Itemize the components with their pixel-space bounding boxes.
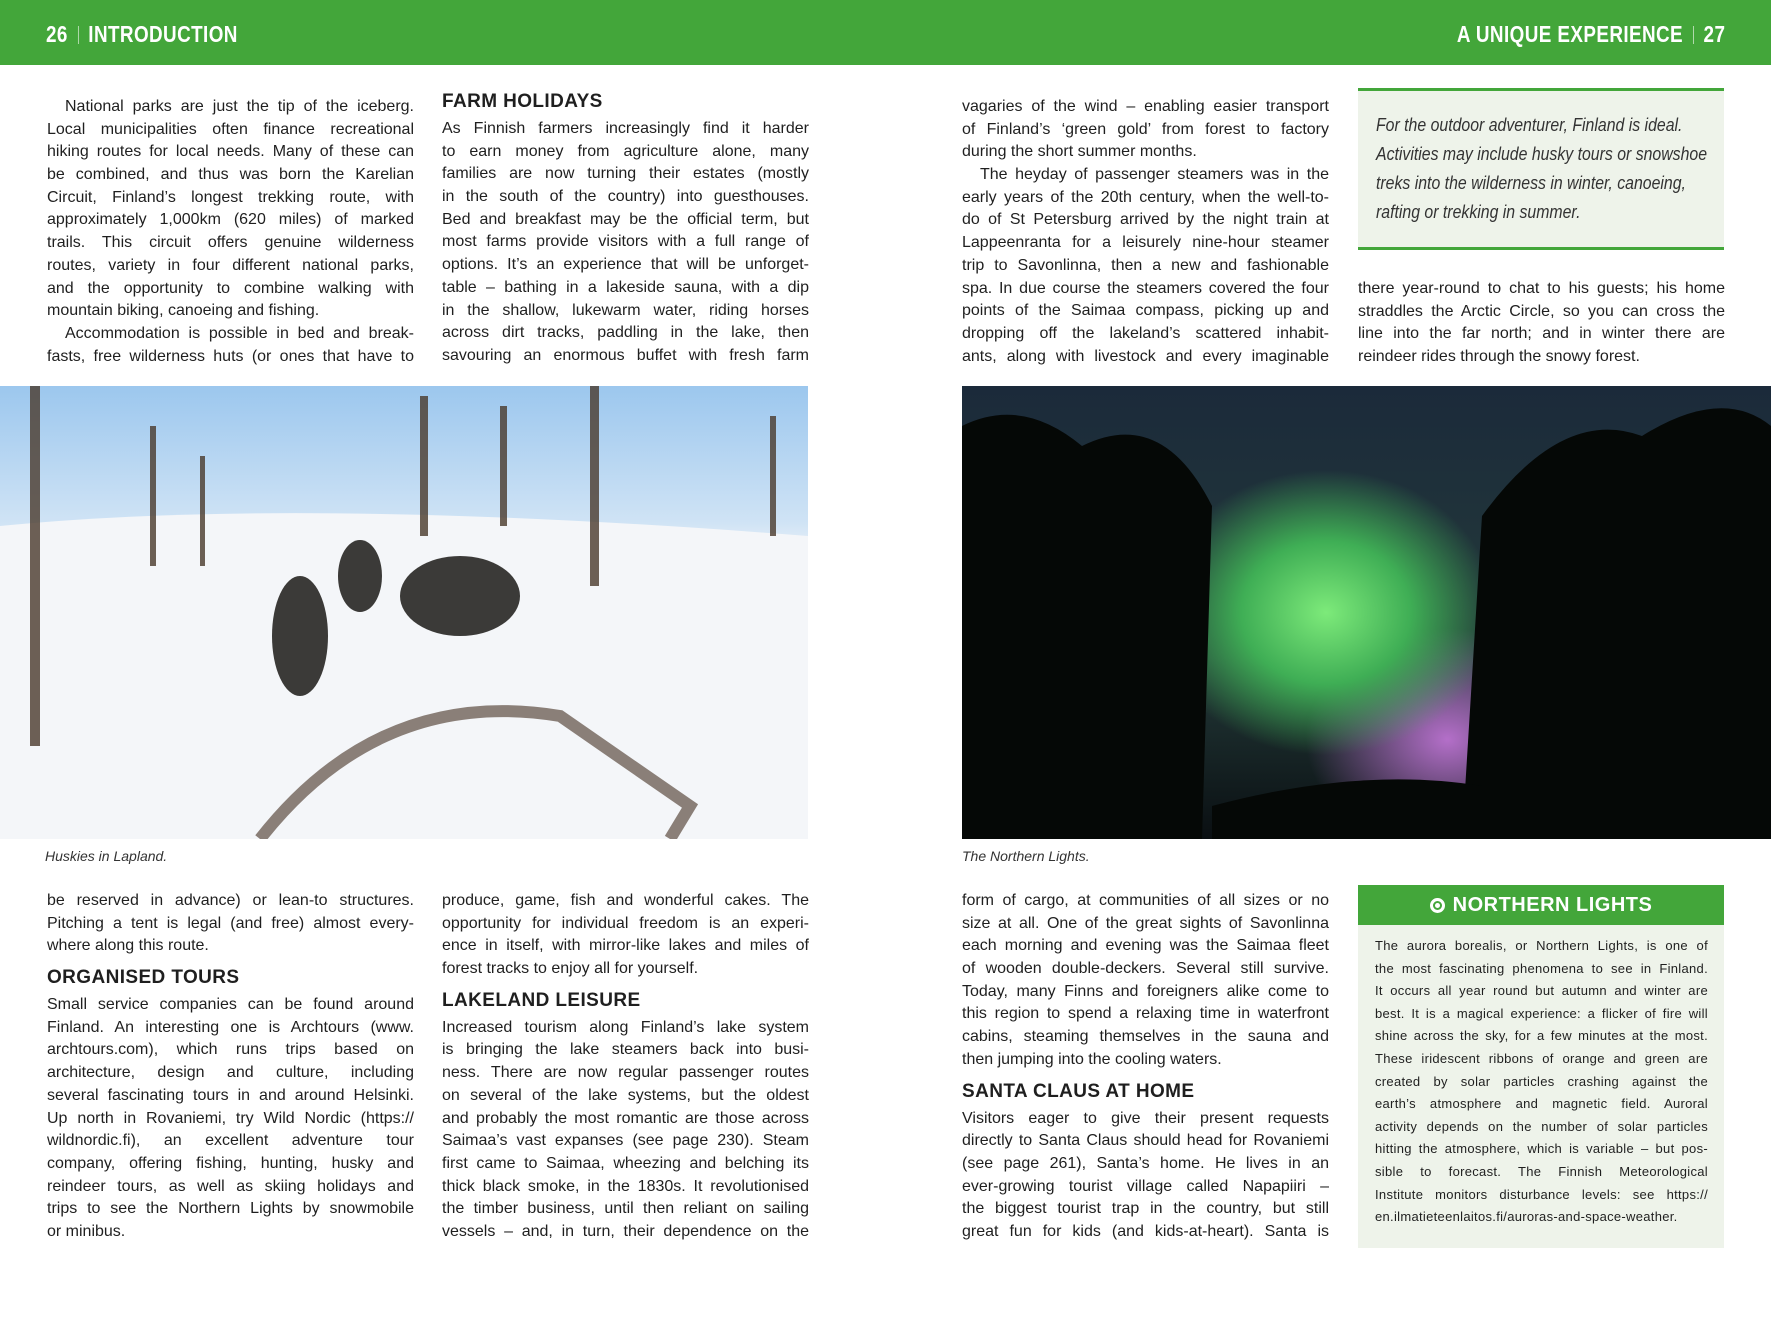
text-line: options. It’s an experience that will be unforget- <box>442 256 809 274</box>
sidebar-text-line: earth’s atmosphere and magnetic field. Auroral <box>1375 1096 1708 1112</box>
text-line: size at all. One of the great sights of Savonlinna <box>962 914 1329 932</box>
text-line: wildnordic.fi), an excellent adventure tour <box>47 1132 414 1150</box>
sidebar-body <box>1358 925 1724 1229</box>
section-heading: FARM HOLIDAYS <box>442 91 603 112</box>
text-line: Saimaa’s vast expanses (see page 230). Steam <box>442 1132 809 1150</box>
sidebar-text-line: These iridescent ribbons of orange and green are <box>1375 1050 1708 1066</box>
sidebar-text-line: shine across the sky, for a few minutes at the most. <box>1375 1028 1708 1044</box>
text-line: each morning and evening was the Saimaa fleet <box>962 937 1329 955</box>
text-line: across dirt tracks, paddling in the lake, then <box>442 324 809 342</box>
text-line: where along this route. <box>47 937 209 955</box>
text-line: reindeer rides through the snowy forest. <box>1358 348 1640 366</box>
sidebar-text-line: sible to forecast. The Finnish Meteorological <box>1375 1163 1708 1179</box>
text-line: Lappeenranta for a leisurely nine-hour steamer <box>962 234 1329 252</box>
text-line: families are now turning their estates (mostly <box>442 165 809 183</box>
text-line: reindeer tours, as well as skiing holidays and <box>47 1177 414 1195</box>
text-line: company, offering fishing, hunting, husky and <box>47 1154 414 1172</box>
text-line: Today, many Finns and foreigners alike come to <box>962 982 1329 1000</box>
text-line: ever-growing tourist village called Napapiiri – <box>962 1177 1329 1195</box>
text-line: Finland. An interesting one is Archtours (www. <box>47 1018 414 1036</box>
text-line: Up north in Rovaniemi, try Wild Nordic (https:// <box>47 1109 414 1127</box>
text-line: ness. There are now regular passenger routes <box>442 1064 809 1082</box>
text-line: the biggest tourist trap in the country, but still <box>962 1200 1329 1218</box>
text-line: to earn money from agriculture alone, many <box>442 142 809 160</box>
text-line: The heyday of passenger steamers was in the <box>980 166 1329 184</box>
text-line: spa. In due course the steamers covered the four <box>962 279 1329 297</box>
section-heading: SANTA CLAUS AT HOME <box>962 1080 1195 1102</box>
text-line: the timber business, until then reliant on sailing <box>442 1200 809 1218</box>
pull-quote-line: For the outdoor adventurer, Finland is ideal. <box>1376 115 1683 135</box>
text-line: forest tracks to enjoy all for yourself. <box>442 960 699 978</box>
pull-quote-line: Activities may include husky tours or snowshoe <box>1376 144 1708 164</box>
text-line: or minibus. <box>47 1222 126 1240</box>
right-section-title: A UNIQUE EXPERIENCE <box>1456 21 1683 47</box>
column-2-bottom <box>442 890 809 1244</box>
right-photo-caption: The Northern Lights. <box>962 848 1090 864</box>
text-line: Accommodation is possible in bed and break- <box>65 324 414 342</box>
text-line: first came to Saimaa, wheezing and belching its <box>442 1154 809 1172</box>
text-line: this region to spend a relaxing time in waterfront <box>962 1005 1329 1023</box>
sidebar-text-line: best. It is a magical experience: a flicker of fire will <box>1375 1005 1708 1021</box>
text-line: be combined, and thus was born the Karelian <box>47 166 414 184</box>
text-line: Circuit, Finland’s longest trekking route, with <box>47 188 414 206</box>
text-line: straddles the Arctic Circle, so you can cross the <box>1358 302 1725 320</box>
column-1-top <box>47 96 414 368</box>
text-line: dropping off the lakeland’s scattered inhabit- <box>962 324 1329 342</box>
text-line: archtours.com), which runs trips based on <box>47 1041 414 1059</box>
text-line: directly to Santa Claus should head for Rovaniemi <box>962 1132 1329 1150</box>
text-line: savouring an enormous buffet with fresh farm <box>442 346 809 364</box>
right-running-head <box>1457 21 1725 48</box>
text-line: ants, along with livestock and every imaginable <box>962 347 1329 365</box>
text-line: on several of the lake systems, but the oldest <box>442 1086 809 1104</box>
text-line: points of the Saimaa compass, picking up and <box>962 302 1329 320</box>
text-line: trip to Savonlinna, then a new and fashionable <box>962 256 1329 274</box>
text-line: Small service companies can be found around <box>47 996 414 1014</box>
sidebar-text-line: created by solar particles crashing against the <box>1375 1073 1708 1089</box>
text-line: line into the far north; and in winter there are <box>1358 325 1725 343</box>
sidebar-header <box>1358 885 1724 925</box>
text-line: several fascinating tours in and around Helsinki. <box>47 1086 414 1104</box>
text-line: architecture, design and culture, including <box>47 1064 414 1082</box>
text-line: is bringing the lake steamers back into busi- <box>442 1041 809 1059</box>
text-line: produce, game, fish and wonderful cakes. The <box>442 892 809 909</box>
text-line: great fun for kids (and kids-at-heart). Santa is <box>962 1222 1329 1240</box>
section-heading: LAKELAND LEISURE <box>442 989 641 1011</box>
huskies-photo <box>0 386 808 839</box>
text-line: trails. This circuit offers genuine wilderness <box>47 234 414 252</box>
divider <box>1693 26 1694 44</box>
text-line: cabins, steaming themselves in the sauna and <box>962 1028 1329 1046</box>
text-line: opportunity for individual freedom is an experi- <box>442 914 809 932</box>
text-line: ence in itself, with mirror-like lakes and miles of <box>442 937 809 955</box>
left-running-head <box>46 21 238 48</box>
text-line: of wooden double-deckers. Several still survive. <box>962 960 1329 978</box>
text-line: vagaries of the wind – enabling easier transport <box>962 98 1329 115</box>
text-line: (see page 261), Santa’s home. He lives in an <box>962 1154 1329 1172</box>
divider <box>78 26 79 44</box>
left-page-number: 26 <box>46 21 68 47</box>
pull-quote-line: treks into the wilderness in winter, canoeing, <box>1376 173 1686 193</box>
text-line: fasts, free wilderness huts (or ones that have to <box>47 347 414 365</box>
text-line: and probably the most romantic are those across <box>442 1109 809 1127</box>
sidebar-text-line: activity depends on the number of solar particles <box>1375 1118 1708 1134</box>
text-line: Bed and breakfast may be the official term, but <box>442 210 809 228</box>
text-line: As Finnish farmers increasingly find it harder <box>442 120 809 137</box>
text-line: trips to see the Northern Lights by snowmobile <box>47 1200 414 1218</box>
sidebar-text-line: The aurora borealis, or Northern Lights, is one of <box>1375 938 1708 953</box>
text-line: and the opportunity to combine walking with <box>47 279 414 297</box>
sidebar-title: NORTHERN LIGHTS <box>1452 893 1653 916</box>
text-line: approximately 1,000km (620 miles) of marked <box>47 211 414 229</box>
text-line: mountain biking, canoeing and fishing. <box>47 302 320 320</box>
text-line: Increased tourism along Finland’s lake system <box>442 1018 809 1036</box>
text-line: form of cargo, at communities of all sizes or no <box>962 892 1329 909</box>
sidebar-text-line: It occurs all year round but autumn and winter are <box>1375 983 1708 999</box>
left-photo-caption: Huskies in Lapland. <box>45 848 168 864</box>
text-line: in the shallow, lukewarm water, riding horses <box>442 301 809 319</box>
text-line: of Finland’s ‘green gold’ from forest to factory <box>962 120 1329 138</box>
text-line: thick black smoke, in the 1830s. It revolutionised <box>442 1177 809 1195</box>
aurora-illustration <box>962 386 1771 839</box>
text-line: routes, variety in four different national parks, <box>47 256 414 274</box>
northern-lights-photo <box>962 386 1771 839</box>
pull-quote <box>1358 88 1724 250</box>
text-line: be reserved in advance) or lean-to structures. <box>47 892 414 909</box>
text-line: early years of the 20th century, when the well-to- <box>962 188 1329 206</box>
text-line: Pitching a tent is legal (and free) almost every- <box>47 914 414 932</box>
text-line: then jumping into the cooling waters. <box>962 1050 1222 1068</box>
page-header-bar <box>0 0 1771 65</box>
sidebar-text-line: the most fascinating phenomena to see in Finland. <box>1375 960 1708 976</box>
column-1-bottom <box>47 890 414 1244</box>
column-3-top <box>962 96 1329 368</box>
column-3-bottom <box>962 890 1329 1244</box>
text-line: most farms provide visitors with a full range of <box>442 233 809 251</box>
target-icon <box>1430 898 1445 913</box>
text-line: Local municipalities often finance recreational <box>47 120 414 138</box>
text-line: Visitors eager to give their present requests <box>962 1109 1329 1127</box>
text-line: do of St Petersburg arrived by the night train at <box>962 211 1329 229</box>
text-line: in the south of the country) into guesthouses. <box>442 188 809 206</box>
column-4-top <box>1358 278 1725 369</box>
text-line: during the short summer months. <box>962 143 1197 161</box>
text-line: National parks are just the tip of the iceberg. <box>65 98 414 115</box>
sidebar-text-line: Institute monitors disturbance levels: see https:// <box>1375 1186 1708 1202</box>
text-line: there year-round to chat to his guests; his home <box>1358 280 1725 297</box>
right-page-number: 27 <box>1703 21 1725 47</box>
section-heading: ORGANISED TOURS <box>47 967 240 989</box>
left-section-title: INTRODUCTION <box>88 21 238 47</box>
sidebar-text-line: hitting the atmosphere, which is variable – but pos- <box>1375 1141 1708 1157</box>
sidebar-text-line: en.ilmatieteenlaitos.fi/auroras-and-space-weather. <box>1375 1209 1678 1225</box>
column-2-top <box>442 90 809 368</box>
text-line: vessels – and, in turn, their dependence on the <box>442 1222 809 1240</box>
text-line: hiking routes for local needs. Many of these can <box>47 143 414 161</box>
pull-quote-line: rafting or trekking in summer. <box>1376 202 1581 222</box>
huskies-illustration <box>0 386 808 839</box>
text-line: table – bathing in a lakeside sauna, with a dip <box>442 278 809 296</box>
northern-lights-sidebar <box>1358 885 1724 1248</box>
